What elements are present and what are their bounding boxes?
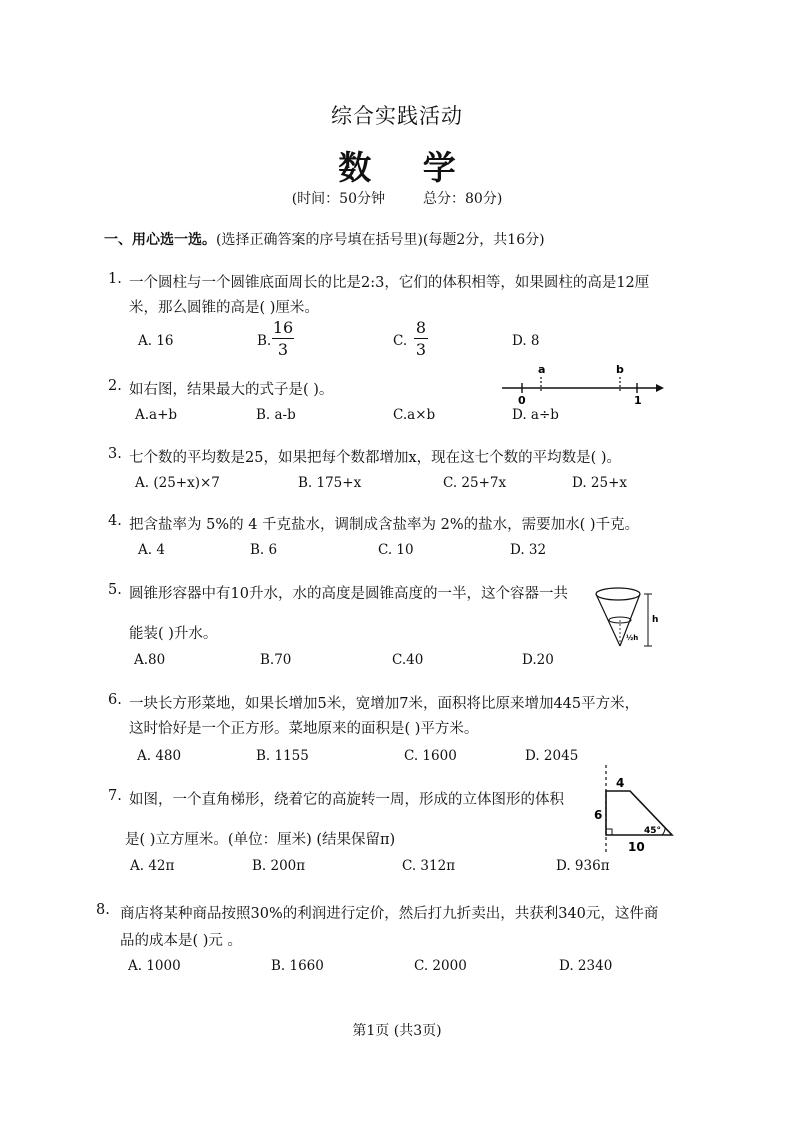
- section-heading: [104, 229, 545, 249]
- label-b: b: [616, 363, 624, 376]
- label-angle: 45°: [644, 826, 662, 836]
- question-text-line1: 圆锥形容器中有10升水，水的高度是圆锥高度的一半，这个容器一共: [129, 586, 568, 602]
- option-b[interactable]: B. 200π: [252, 858, 306, 874]
- option-d[interactable]: D. 2340: [559, 958, 613, 974]
- trapezoid-figure: [590, 763, 680, 859]
- label-half-h: ½h: [626, 634, 639, 642]
- question-text-line1: 如图，一个直角梯形，绕着它的高旋转一周，形成的立体图形的体积: [129, 792, 564, 808]
- option-d[interactable]: D. 936π: [556, 858, 610, 874]
- option-c-fraction: [414, 318, 428, 359]
- option-b[interactable]: B. 1155: [256, 748, 309, 764]
- exam-meta: [0, 188, 794, 208]
- option-c[interactable]: C.: [393, 333, 408, 349]
- option-b[interactable]: B.70: [260, 652, 292, 668]
- question-number: 4.: [108, 513, 122, 529]
- question-number: 8.: [96, 902, 110, 918]
- question-text-line2: 能装( )升水。: [129, 626, 218, 642]
- subtitle: 综合实践活动: [331, 104, 463, 128]
- question-text-line1: 把含盐率为 5%的 4 千克盐水，调制成含盐率为 2%的盐水，需要加水( )千克。: [129, 517, 640, 533]
- option-b[interactable]: B. 1660: [271, 958, 324, 974]
- label-zero: 0: [518, 394, 526, 407]
- angle-arc: [662, 827, 665, 835]
- fraction-denominator: 3: [415, 340, 427, 359]
- question-number: 7.: [108, 788, 122, 804]
- question-text-line1: 如右图，结果最大的式子是( )。: [129, 382, 334, 398]
- number-line-figure: [500, 362, 670, 408]
- option-c[interactable]: C.40: [392, 652, 424, 668]
- question-number: 5.: [108, 582, 122, 598]
- question-text-line2: 这时恰好是一个正方形。菜地原来的面积是( )平方米。: [129, 721, 479, 737]
- question-number: 2.: [108, 378, 122, 394]
- cone-figure: [594, 584, 666, 654]
- question-text-line1: 一块长方形菜地，如果长增加5米，宽增加7米，面积将比原来增加445平方米，: [129, 696, 640, 712]
- option-a[interactable]: A. 42π: [130, 858, 175, 874]
- option-b[interactable]: B. a-b: [256, 407, 296, 423]
- option-a[interactable]: A.a+b: [135, 407, 178, 423]
- fraction-numerator: 16: [272, 318, 294, 337]
- option-a[interactable]: A. 16: [138, 333, 174, 349]
- option-a[interactable]: A. 1000: [128, 958, 181, 974]
- option-a[interactable]: A. 4: [138, 542, 165, 558]
- fraction-numerator: 8: [415, 318, 427, 337]
- option-d[interactable]: D. 8: [512, 333, 540, 349]
- option-b[interactable]: B. 175+x: [298, 475, 362, 491]
- option-d[interactable]: D. 32: [510, 542, 547, 558]
- option-d[interactable]: D. 2045: [525, 748, 579, 764]
- label-left: 6: [594, 808, 603, 822]
- option-b[interactable]: B. 6: [250, 542, 278, 558]
- option-c[interactable]: C. 25+7x: [443, 475, 507, 491]
- question-number: 1.: [108, 271, 122, 287]
- right-angle-mark: [606, 829, 612, 835]
- option-a[interactable]: A.80: [134, 652, 166, 668]
- option-c[interactable]: C. 1600: [404, 748, 457, 764]
- option-b[interactable]: B.: [257, 333, 272, 349]
- question-number: 6.: [108, 692, 122, 708]
- question-number: 3.: [108, 446, 122, 462]
- label-a: a: [538, 363, 546, 376]
- label-top: 4: [616, 776, 625, 790]
- option-d[interactable]: D.20: [522, 652, 554, 668]
- section-heading-rest: (选择正确答案的序号填在括号里)(每题2分，共16分): [216, 232, 545, 248]
- question-text-line2: 是( )立方厘米。(单位：厘米) (结果保留π): [125, 832, 396, 848]
- option-b-fraction: [272, 318, 294, 359]
- label-one: 1: [634, 394, 642, 407]
- option-c[interactable]: C. 2000: [414, 958, 467, 974]
- section-heading-bold: 一、用心选一选。: [104, 232, 216, 248]
- option-c[interactable]: C.a×b: [393, 407, 436, 423]
- arrow-head-icon: [656, 384, 664, 392]
- question-text-line1: 商店将某种商品按照30%的利润进行定价，然后打九折卖出，共获利340元，这件商: [120, 906, 659, 922]
- right-trapezoid: [606, 791, 672, 835]
- label-h: h: [652, 615, 659, 625]
- cone-left-edge: [596, 594, 620, 646]
- option-a[interactable]: A. (25+x)×7: [135, 475, 220, 491]
- fraction-denominator: 3: [277, 340, 289, 359]
- option-c[interactable]: C. 312π: [402, 858, 456, 874]
- option-d[interactable]: D. 25+x: [572, 475, 628, 491]
- option-a[interactable]: A. 480: [137, 748, 182, 764]
- exam-time: (时间：50分钟: [291, 191, 385, 207]
- exam-score: 总分：80分): [423, 191, 503, 207]
- page-title: 数 学: [338, 148, 476, 187]
- option-d[interactable]: D. a÷b: [512, 407, 559, 423]
- question-text-line2: 品的成本是( )元 。: [120, 933, 243, 949]
- question-text-line1: 一个圆柱与一个圆锥底面周长的比是2:3，它们的体积相等，如果圆柱的高是12厘: [129, 275, 650, 291]
- page-footer: 第1页 (共3页): [352, 1023, 442, 1039]
- cone-rim: [596, 588, 640, 600]
- question-text-line2: 米，那么圆锥的高是( )厘米。: [129, 300, 319, 316]
- option-c[interactable]: C. 10: [378, 542, 414, 558]
- question-text-line1: 七个数的平均数是25，如果把每个数都增加x，现在这七个数的平均数是( )。: [129, 450, 622, 466]
- label-bottom: 10: [628, 840, 645, 854]
